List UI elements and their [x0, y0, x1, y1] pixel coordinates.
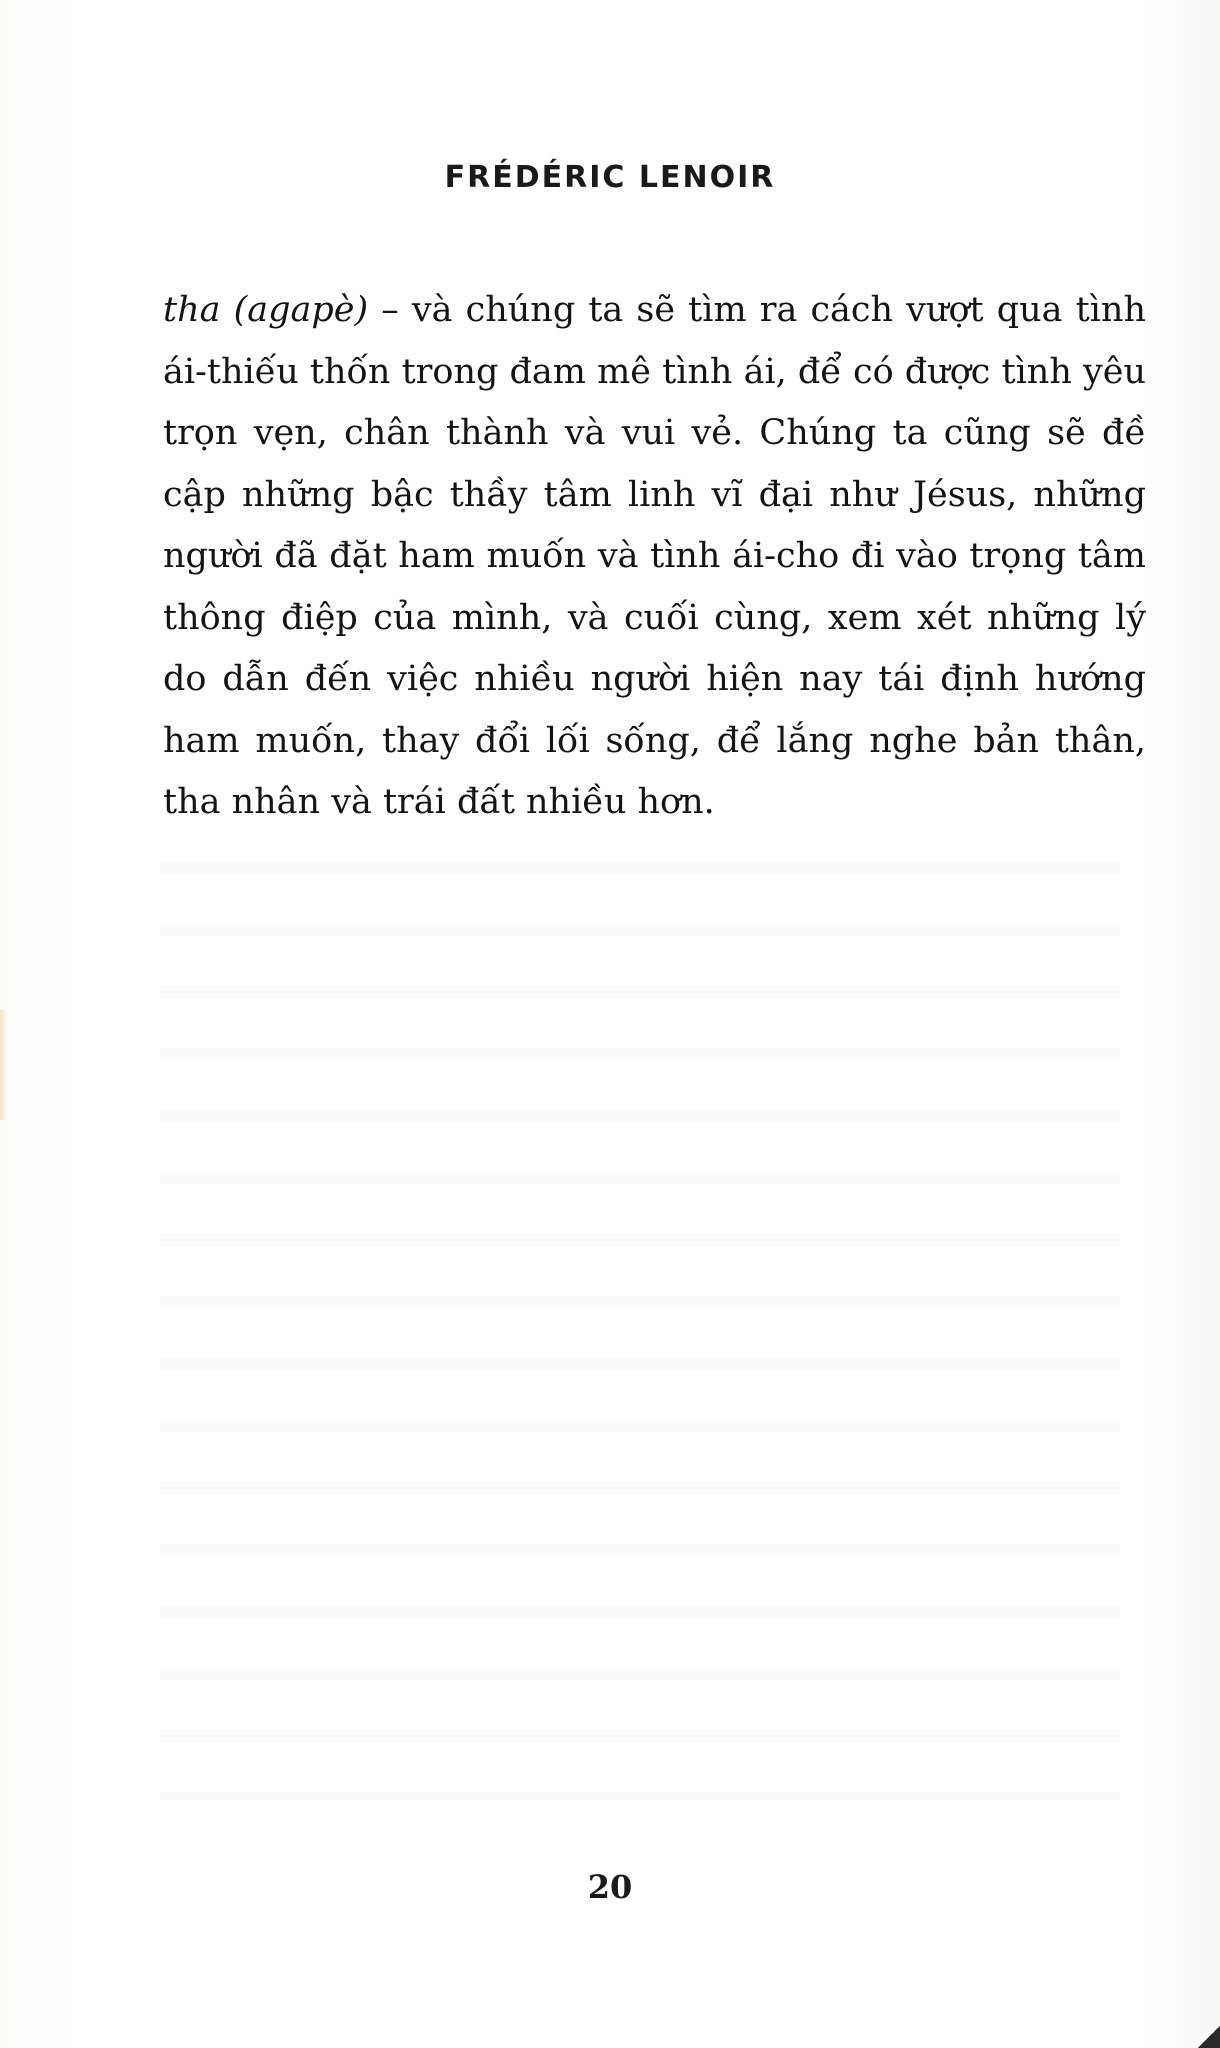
page-number: 20 — [587, 1868, 633, 1906]
page-corner — [1198, 2026, 1220, 2048]
page-edge-stain — [0, 1010, 8, 1120]
italic-term: tha (agapè) — [163, 290, 369, 330]
bleed-through-text — [160, 840, 1120, 1800]
body-paragraph — [163, 280, 1146, 834]
running-header: FRÉDÉRIC LENOIR — [444, 160, 776, 195]
paragraph-text: – và chúng ta sẽ tìm ra cách vượt qua tình ái-thiếu thốn trong đam mê tình ái, để có được tình yêu trọn vẹn, chân thành và vui vẻ. Chúng ta cũng sẽ đề cập những bậc thầy tâm linh vĩ đại như Jésus, những người đã đặt ham muốn và tình ái-cho đi vào trọng tâm thông điệp của mình, và cuối cùng, xem xét những lý do dẫn đến việc nhiều người hiện nay tái định hướng ham muốn, thay đổi lối sống, để lắng nghe bản thân, tha nhân và trái đất nhiều hơn. — [163, 290, 1147, 822]
